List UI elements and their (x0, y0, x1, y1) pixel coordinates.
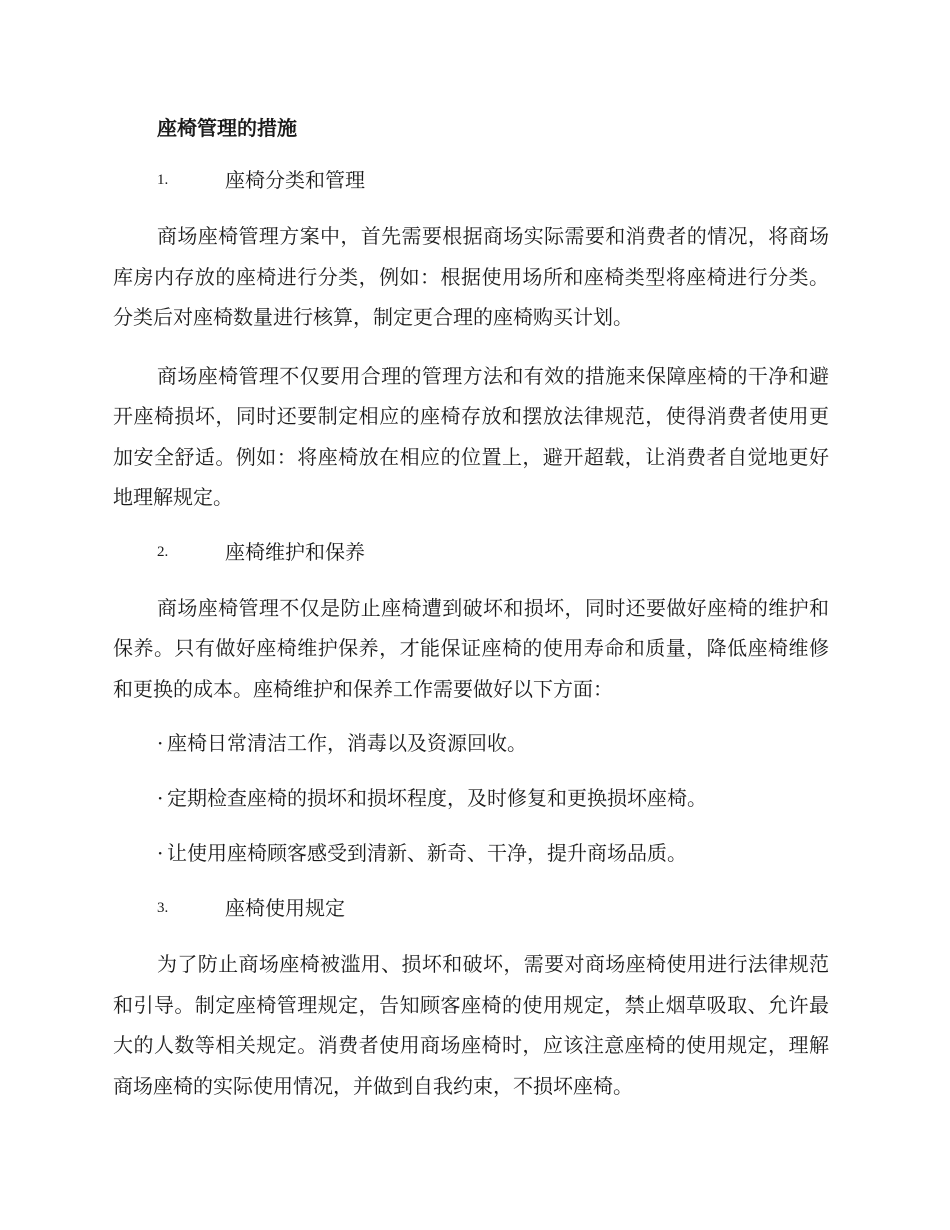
section-1-paragraph-2: 商场座椅管理不仅要用合理的管理方法和有效的措施来保障座椅的干净和避开座椅损坏，同时还要制定相应的座椅存放和摆放法律规范，使得消费者使用更加安全舒适。例如：将座椅放在相应的位置上，避开超载，让消费者自觉地更好地理解规定。 (113, 363, 829, 509)
section-2-title-text: 座椅维护和保养 (225, 539, 365, 564)
bullet-text-1: 座椅日常清洁工作，消毒以及资源回收。 (167, 731, 527, 755)
bullet-marker: · (157, 841, 164, 865)
section-3-paragraph-1: 为了防止商场座椅被滥用、损坏和破坏，需要对商场座椅使用进行法律规范和引导。制定座椅管理规定，告知顾客座椅的使用规定，禁止烟草吸取、允许最大的人数等相关规定。消费者使用商场座椅时，应该注意座椅的使用规定，理解商场座椅的实际使用情况，并做到自我约束，不损坏座椅。 (113, 952, 829, 1098)
bullet-text-2: 定期检查座椅的损坏和损坏程度，及时修复和更换损坏座椅。 (167, 786, 707, 810)
bullet-item-3 (157, 837, 829, 869)
bullet-marker: · (157, 786, 164, 810)
section-3-number: 3. (157, 900, 169, 916)
section-2-number: 2. (157, 543, 169, 560)
document-heading: 座椅管理的措施 (157, 116, 297, 140)
bullet-marker: · (157, 731, 164, 755)
section-1-title-text: 座椅分类和管理 (225, 168, 365, 192)
section-2-paragraph-1: 商场座椅管理不仅是防止座椅遭到破坏和损坏，同时还要做好座椅的维护和保养。只有做好座椅维护保养，才能保证座椅的使用寿命和质量，降低座椅维修和更换的成本。座椅维护和保养工作需要做好以下方面： (113, 595, 829, 701)
section-1-number: 1. (157, 172, 169, 188)
bullet-text-3: 让使用座椅顾客感受到清新、新奇、干净，提升商场品质。 (167, 841, 687, 865)
section-2-title (113, 536, 829, 568)
section-3-title-text: 座椅使用规定 (225, 896, 345, 920)
bullet-item-2 (157, 782, 829, 814)
document-page (113, 112, 829, 1124)
section-3-title (113, 892, 829, 924)
section-1-title (113, 164, 829, 196)
bullet-item-1 (157, 727, 829, 759)
section-1-paragraph-1: 商场座椅管理方案中，首先需要根据商场实际需要和消费者的情况，将商场库房内存放的座椅进行分类，例如：根据使用场所和座椅类型将座椅进行分类。分类后对座椅数量进行核算，制定更合理的座椅购买计划。 (113, 224, 829, 329)
